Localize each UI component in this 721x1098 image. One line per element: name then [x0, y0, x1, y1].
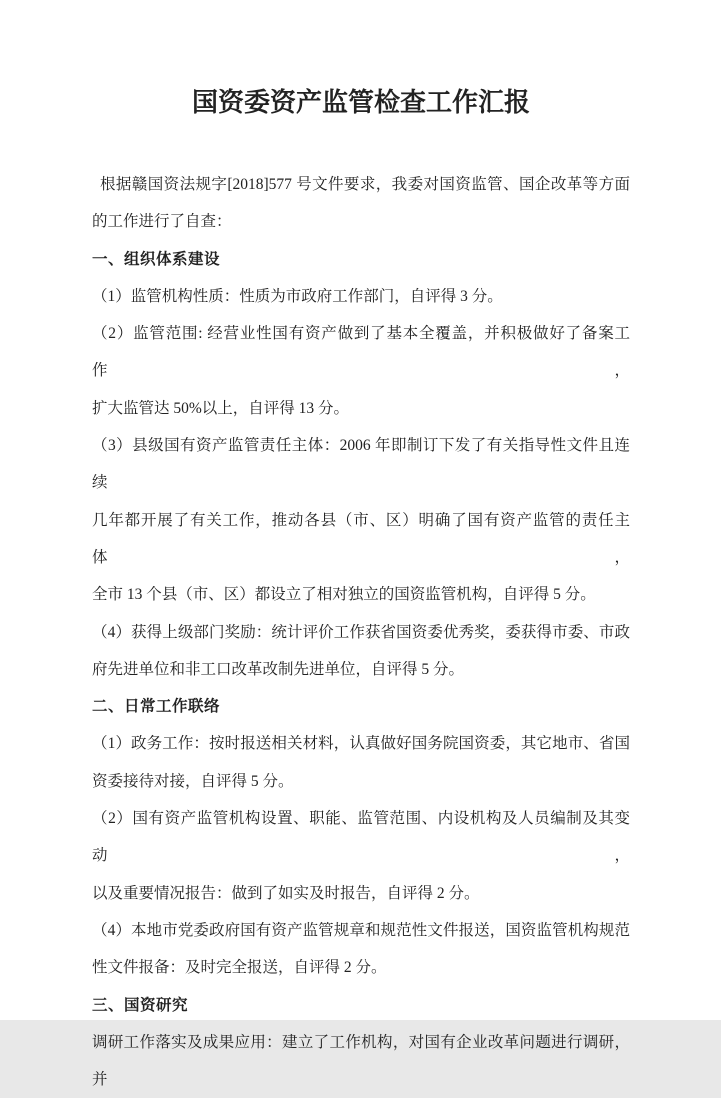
text-line: 全市 13 个县（市、区）都设立了相对独立的国资监管机构，自评得 5 分。: [92, 586, 596, 604]
text-line: 资委接待对接，自评得 5 分。: [92, 772, 294, 790]
paragraph: [92, 427, 630, 613]
paragraph: [92, 278, 630, 315]
text-line: 以及重要情况报告：做到了如实及时报告，自评得 2 分。: [92, 884, 480, 902]
text-line: （3）县级国有资产监管责任主体：2006 年即制订下发了有关指导性文件且连续: [92, 437, 630, 492]
text-line: 根据赣国资法规字[2018]577 号文件要求，我委对国资监管、国企改革等方面: [100, 176, 630, 193]
text-line: 三、国资研究: [92, 996, 189, 1014]
document-title: 国资委资产监管检查工作汇报: [191, 88, 530, 117]
text-line: （4）获得上级部门奖励：统计评价工作获省国资委优秀奖，委获得市委、市政: [92, 623, 630, 641]
text-line: （1）监管机构性质：性质为市政府工作部门，自评得 3 分。: [92, 287, 503, 305]
text-line: （2）国有资产监管机构设置、职能、监管范围、内设机构及人员编制及其变动，: [92, 810, 630, 865]
paragraph: [92, 800, 630, 912]
section-heading: [92, 987, 630, 1024]
text-line: （1）政务工作：按时报送相关材料，认真做好国务院国资委，其它地市、省国: [92, 735, 630, 753]
text-line: 性文件报备：及时完全报送，自评得 2 分。: [92, 959, 387, 977]
paragraph: [92, 912, 630, 987]
paragraph: [92, 315, 630, 427]
paragraph: [92, 614, 630, 689]
paragraph: [92, 1024, 630, 1098]
document-content: [92, 0, 630, 1098]
text-line: （2）监管范围: 经营业性国有资产做到了基本全覆盖，并积极做好了备案工作，: [92, 325, 630, 380]
section-heading: [92, 241, 630, 278]
text-line: 扩大监管达 50%以上，自评得 13 分。: [92, 399, 350, 417]
paragraph: [92, 725, 630, 800]
text-line: 调研工作落实及成果应用：建立了工作机构，对国有企业改革问题进行调研，并: [92, 1033, 630, 1089]
paragraph: [92, 166, 630, 241]
text-line: （4）本地市党委政府国有资产监管规章和规范性文件报送，国资监管机构规范: [92, 921, 630, 939]
section-heading: [92, 688, 630, 725]
text-line: 二、日常工作联络: [92, 698, 221, 716]
text-line: 府先进单位和非工口改革改制先进单位，自评得 5 分。: [92, 660, 465, 678]
text-line: 的工作进行了自查：: [92, 213, 232, 231]
text-line: 几年都开展了有关工作，推动各县（市、区）明确了国有资产监管的责任主体，: [92, 511, 630, 566]
text-line: 一、组织体系建设: [92, 250, 221, 268]
document-body: [92, 166, 630, 1098]
